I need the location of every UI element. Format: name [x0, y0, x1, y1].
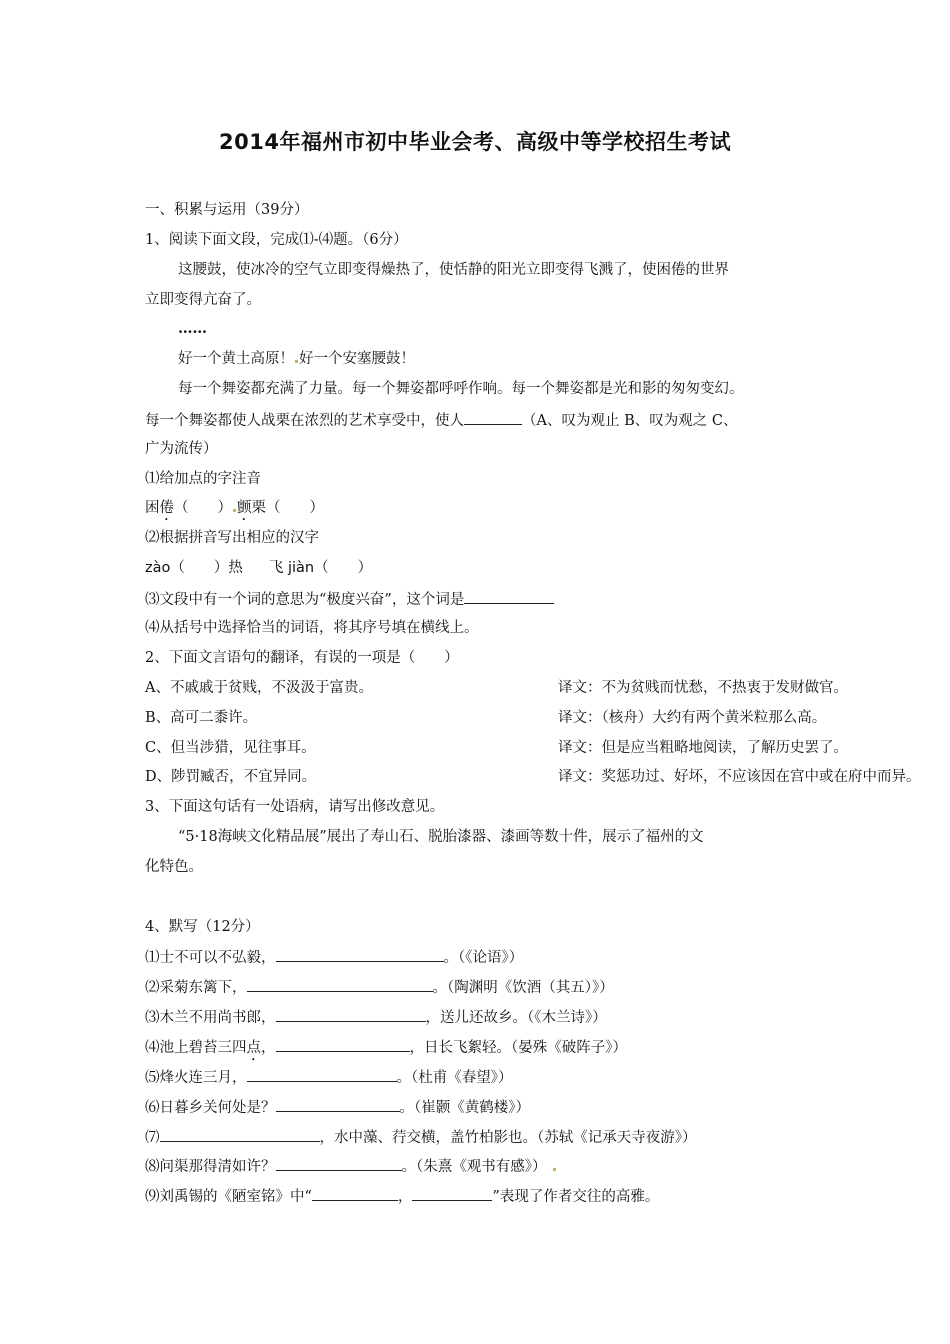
option-row [145, 738, 848, 758]
recitation-line [145, 1096, 530, 1118]
answer-blank[interactable] [160, 1126, 320, 1142]
line-text: 。（陶渊明《饮酒（其五）》） [432, 980, 614, 996]
option-row [145, 678, 848, 698]
answer-blank[interactable] [276, 1006, 426, 1022]
recitation-line [145, 1126, 697, 1148]
line-text: ， [261, 1040, 276, 1056]
answer-blank[interactable] [247, 976, 433, 992]
recitation-line [145, 1155, 557, 1177]
answer-blank[interactable] [312, 1185, 398, 1201]
recitation-line [145, 1036, 627, 1064]
line-text: 。（崔颢《黄鹤楼》） [399, 1100, 530, 1116]
line-text: 。（杜甫《春望》） [396, 1070, 513, 1086]
line-text: 。（《论语》） [443, 950, 524, 966]
dotted-char: 点 [246, 1040, 261, 1056]
answer-paren[interactable]: （ ）热 [170, 560, 243, 576]
word-char: 困 [145, 500, 160, 516]
option-translation: 译文：不为贫贱而忧愁，不热衷于发财做官。 [558, 680, 848, 696]
option-translation: 译文：但是应当粗略地阅读，了解历史罢了。 [558, 740, 848, 756]
passage-ellipsis: …… [178, 320, 207, 337]
answer-blank[interactable] [412, 1185, 492, 1201]
line-text: ，水中藻、荇交横，盖竹柏影也。（苏轼《记承天寺夜游》） [319, 1130, 697, 1146]
option-text: A、不戚戚于贫贱，不汲汲于富贵。 [145, 680, 373, 696]
line-text: ， [397, 1189, 413, 1205]
pinyin: zào [145, 560, 171, 576]
sub-question-4: ⑷从括号中选择恰当的词语，将其序号填在横线上。 [145, 620, 479, 636]
dotted-char: 颤 [237, 500, 252, 516]
recitation-line [145, 976, 614, 998]
answer-blank[interactable] [464, 588, 554, 604]
passage-text: 好一个安塞腰鼓！ [299, 351, 415, 367]
dot-mark-icon [553, 1168, 556, 1171]
dot-mark-icon [233, 509, 236, 512]
line-text: ⑷池上碧苔三四 [145, 1040, 247, 1056]
question-3-text: 化特色。 [145, 859, 203, 875]
passage-text: （A、叹为观止 B、叹为观之 C、 [522, 413, 738, 429]
recitation-line [145, 1006, 607, 1028]
answer-blank[interactable] [276, 1096, 400, 1112]
answer-blank[interactable] [276, 1036, 410, 1052]
question-2-prompt: 2、下面文言语句的翻译，有误的一项是（ ） [145, 650, 459, 666]
passage-text: 好一个黄土高原！ [178, 351, 294, 367]
dot-mark-icon [295, 360, 298, 363]
passage-line: 广为流传） [145, 441, 218, 457]
answer-blank[interactable] [276, 946, 444, 962]
sub-question-1: ⑴给加点的字注音 [145, 471, 261, 487]
recitation-line [145, 1185, 659, 1207]
answer-paren[interactable]: （ ） [266, 500, 324, 516]
answer-blank[interactable] [464, 409, 522, 425]
section-heading: 一、积累与运用（39分） [145, 202, 309, 218]
line-text: ，送儿还故乡。（《木兰诗》） [425, 1010, 607, 1026]
line-text: ”表现了作者交往的高雅。 [492, 1189, 660, 1205]
dotted-char: 倦 [159, 500, 174, 516]
answer-paren[interactable]: （ ） [174, 500, 232, 516]
line-text: ⑼刘禹锡的《陋室铭》中“ [145, 1189, 312, 1205]
passage-text: 每一个舞姿都使人战栗在浓烈的艺术享受中，使人 [145, 413, 464, 429]
line-text: ⑶木兰不用尚书郎， [145, 1010, 276, 1026]
option-translation: 译文：奖惩功过、好坏，不应该因在宫中或在府中而异。 [558, 769, 921, 785]
recitation-line [145, 1066, 513, 1088]
passage-line: 立即变得亢奋了。 [145, 292, 261, 308]
answer-blank[interactable] [247, 1066, 397, 1082]
question-3-text: “5·18海峡文化精品展”展出了寿山石、脱胎漆器、漆画等数十件，展示了福州的文 [178, 829, 704, 845]
answer-paren[interactable]: （ ） [314, 560, 373, 576]
line-text: ⑻问渠那得清如许？ [145, 1159, 276, 1175]
recitation-line [145, 946, 523, 968]
passage-line: 每一个舞姿都充满了力量。每一个舞姿都呼呼作响。每一个舞姿都是光和影的匆匆变幻。 [178, 381, 744, 397]
question-1-prompt: 1、阅读下面文段，完成⑴-⑷题。（6分） [145, 232, 408, 248]
question-3-prompt: 3、下面这句话有一处语病，请写出修改意见。 [145, 799, 445, 815]
pinyin: 飞 jiàn [268, 560, 315, 576]
option-text: C、但当涉猎，见往事耳。 [145, 740, 316, 756]
line-text: ，日长飞絮轻。（晏殊《破阵子》） [409, 1040, 627, 1056]
sub-question-1-items [145, 498, 324, 524]
answer-blank[interactable] [276, 1155, 402, 1171]
word-char: 栗 [251, 500, 266, 516]
option-text: D、陟罚臧否，不宜异同。 [145, 769, 317, 785]
line-text: ⑴士不可以不弘毅， [145, 950, 276, 966]
sub-question-2-items [145, 558, 372, 578]
passage-line [178, 349, 415, 369]
option-row [145, 767, 921, 787]
passage-line [145, 409, 737, 431]
sub-question-3 [145, 588, 554, 610]
option-translation: 译文：（核舟）大约有两个黄米粒那么高。 [558, 710, 827, 726]
option-text: B、高可二黍许。 [145, 710, 258, 726]
sub-question-2: ⑵根据拼音写出相应的汉字 [145, 530, 319, 546]
question-text: ⑶文段中有一个词的意思为“极度兴奋”，这个词是 [145, 592, 465, 608]
line-text: ⑺ [145, 1130, 160, 1146]
question-4-prompt: 4、默写（12分） [145, 919, 260, 935]
page-title: 2014年福州市初中毕业会考、高级中等学校招生考试 [219, 130, 731, 154]
option-row [145, 708, 827, 728]
line-text: ⑸烽火连三月， [145, 1070, 247, 1086]
passage-line: 这腰鼓，使冰冷的空气立即变得燥热了，使恬静的阳光立即变得飞溅了，使困倦的世界 [178, 262, 729, 278]
line-text: 。（朱熹《观书有感》） [401, 1159, 547, 1175]
line-text: ⑹日暮乡关何处是？ [145, 1100, 276, 1116]
line-text: ⑵采菊东篱下， [145, 980, 247, 996]
